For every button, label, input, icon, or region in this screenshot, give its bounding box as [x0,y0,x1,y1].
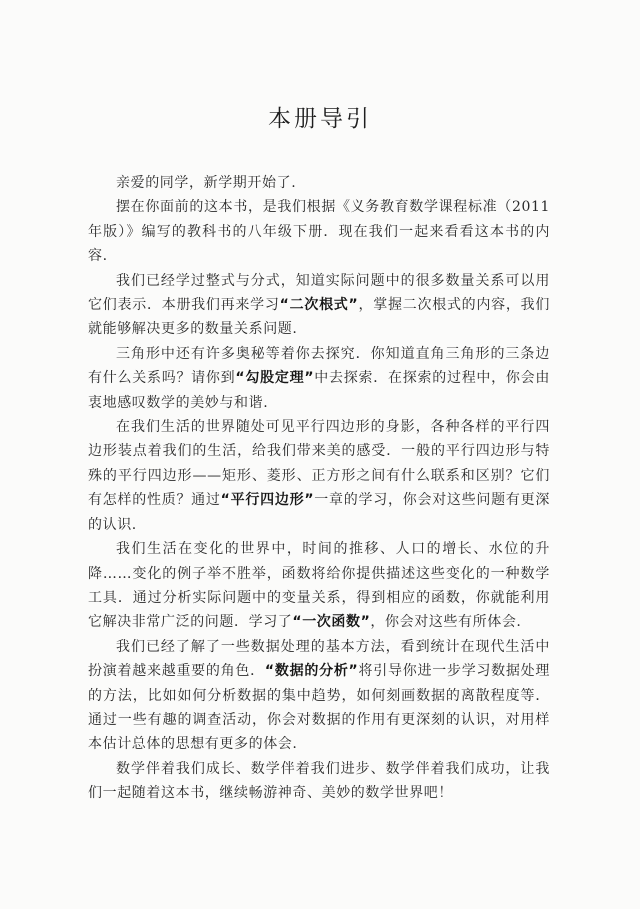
paragraph [88,171,550,195]
introduction-body [88,171,550,806]
paragraph-text: 在我们生活的世界随处可见平行四边形的身影，各种各样的平行四边形装点着我们的生活，给我们带来美的感受．一般的平行四边形与特殊的平行四边形——矩形、菱形、正方形之间有什么联系和区别？它们有怎样的性质？通过 [88,419,550,509]
highlighted-topic: “一次函数” [292,614,371,631]
paragraph-text: 我们已经了解了一些数据处理的基本方法，看到统计在现代生活中扮演着越来越重要的角色． [88,638,550,680]
page-title: 本册导引 [268,106,372,132]
paragraph [88,757,550,806]
paragraph [88,635,550,757]
paragraph [88,269,550,342]
paragraph [88,195,550,268]
paragraph-text: 数学伴着我们成长、数学伴着我们进步、数学伴着我们成功，让我们一起随着这本书，继续畅游神奇、美妙的数学世界吧！ [88,760,550,802]
paragraph [88,537,550,635]
paragraph [88,415,550,537]
paragraph-text: 摆在你面前的这本书，是我们根据《义务教育数学课程标准（2011年版）》编写的教科书的八年级下册．现在我们一起来看看这本书的内容. [88,199,550,265]
paragraph-text: 中去探索．在探索的过程中，你会由衷地感叹数学的美妙与和谐. [88,370,550,411]
paragraph [88,342,550,415]
paragraph-text: 我们生活在变化的世界中，时间的推移、人口的增长、水位的升降……变化的例子举不胜举，函数将给你提供描述这些变化的一种数学工具．通过分析实际问题中的变量关系，得到相应的函数，你就能利用它解决非常广泛的问题．学习了 [88,541,550,631]
paragraph-text: 将引导你进一步学习数据处理的方法，比如如何分析数据的集中趋势，如何刻画数据的离散程度等．通过一些有趣的调查活动，你会对数据的作用有更深刻的认识，对用样本估计总体的思想有更多的体会. [88,663,550,753]
highlighted-topic: “平行四边形” [220,492,315,509]
paragraph-text: ，掌握二次根式的内容，我们就能够解决更多的数量关系问题. [88,297,550,338]
paragraph-text: ，你会对这些有所体会. [370,614,522,631]
highlighted-topic: “数据的分析” [264,663,359,680]
paragraph-text: 我们已经学过整式与分式，知道实际问题中的很多数量关系可以用它们表示．本册我们再来学习 [88,272,550,314]
paragraph-text: 一章的学习，你会对这些问题有更深的认识. [88,492,550,533]
paragraph-text: 三角形中还有许多奥秘等着你去探究．你知道直角三角形的三条边有什么关系吗？请你到 [88,345,550,387]
highlighted-topic: “二次根式” [279,297,359,314]
paragraph-text: 亲爱的同学，新学期开始了. [116,175,297,191]
highlighted-topic: “勾股定理” [235,370,315,387]
